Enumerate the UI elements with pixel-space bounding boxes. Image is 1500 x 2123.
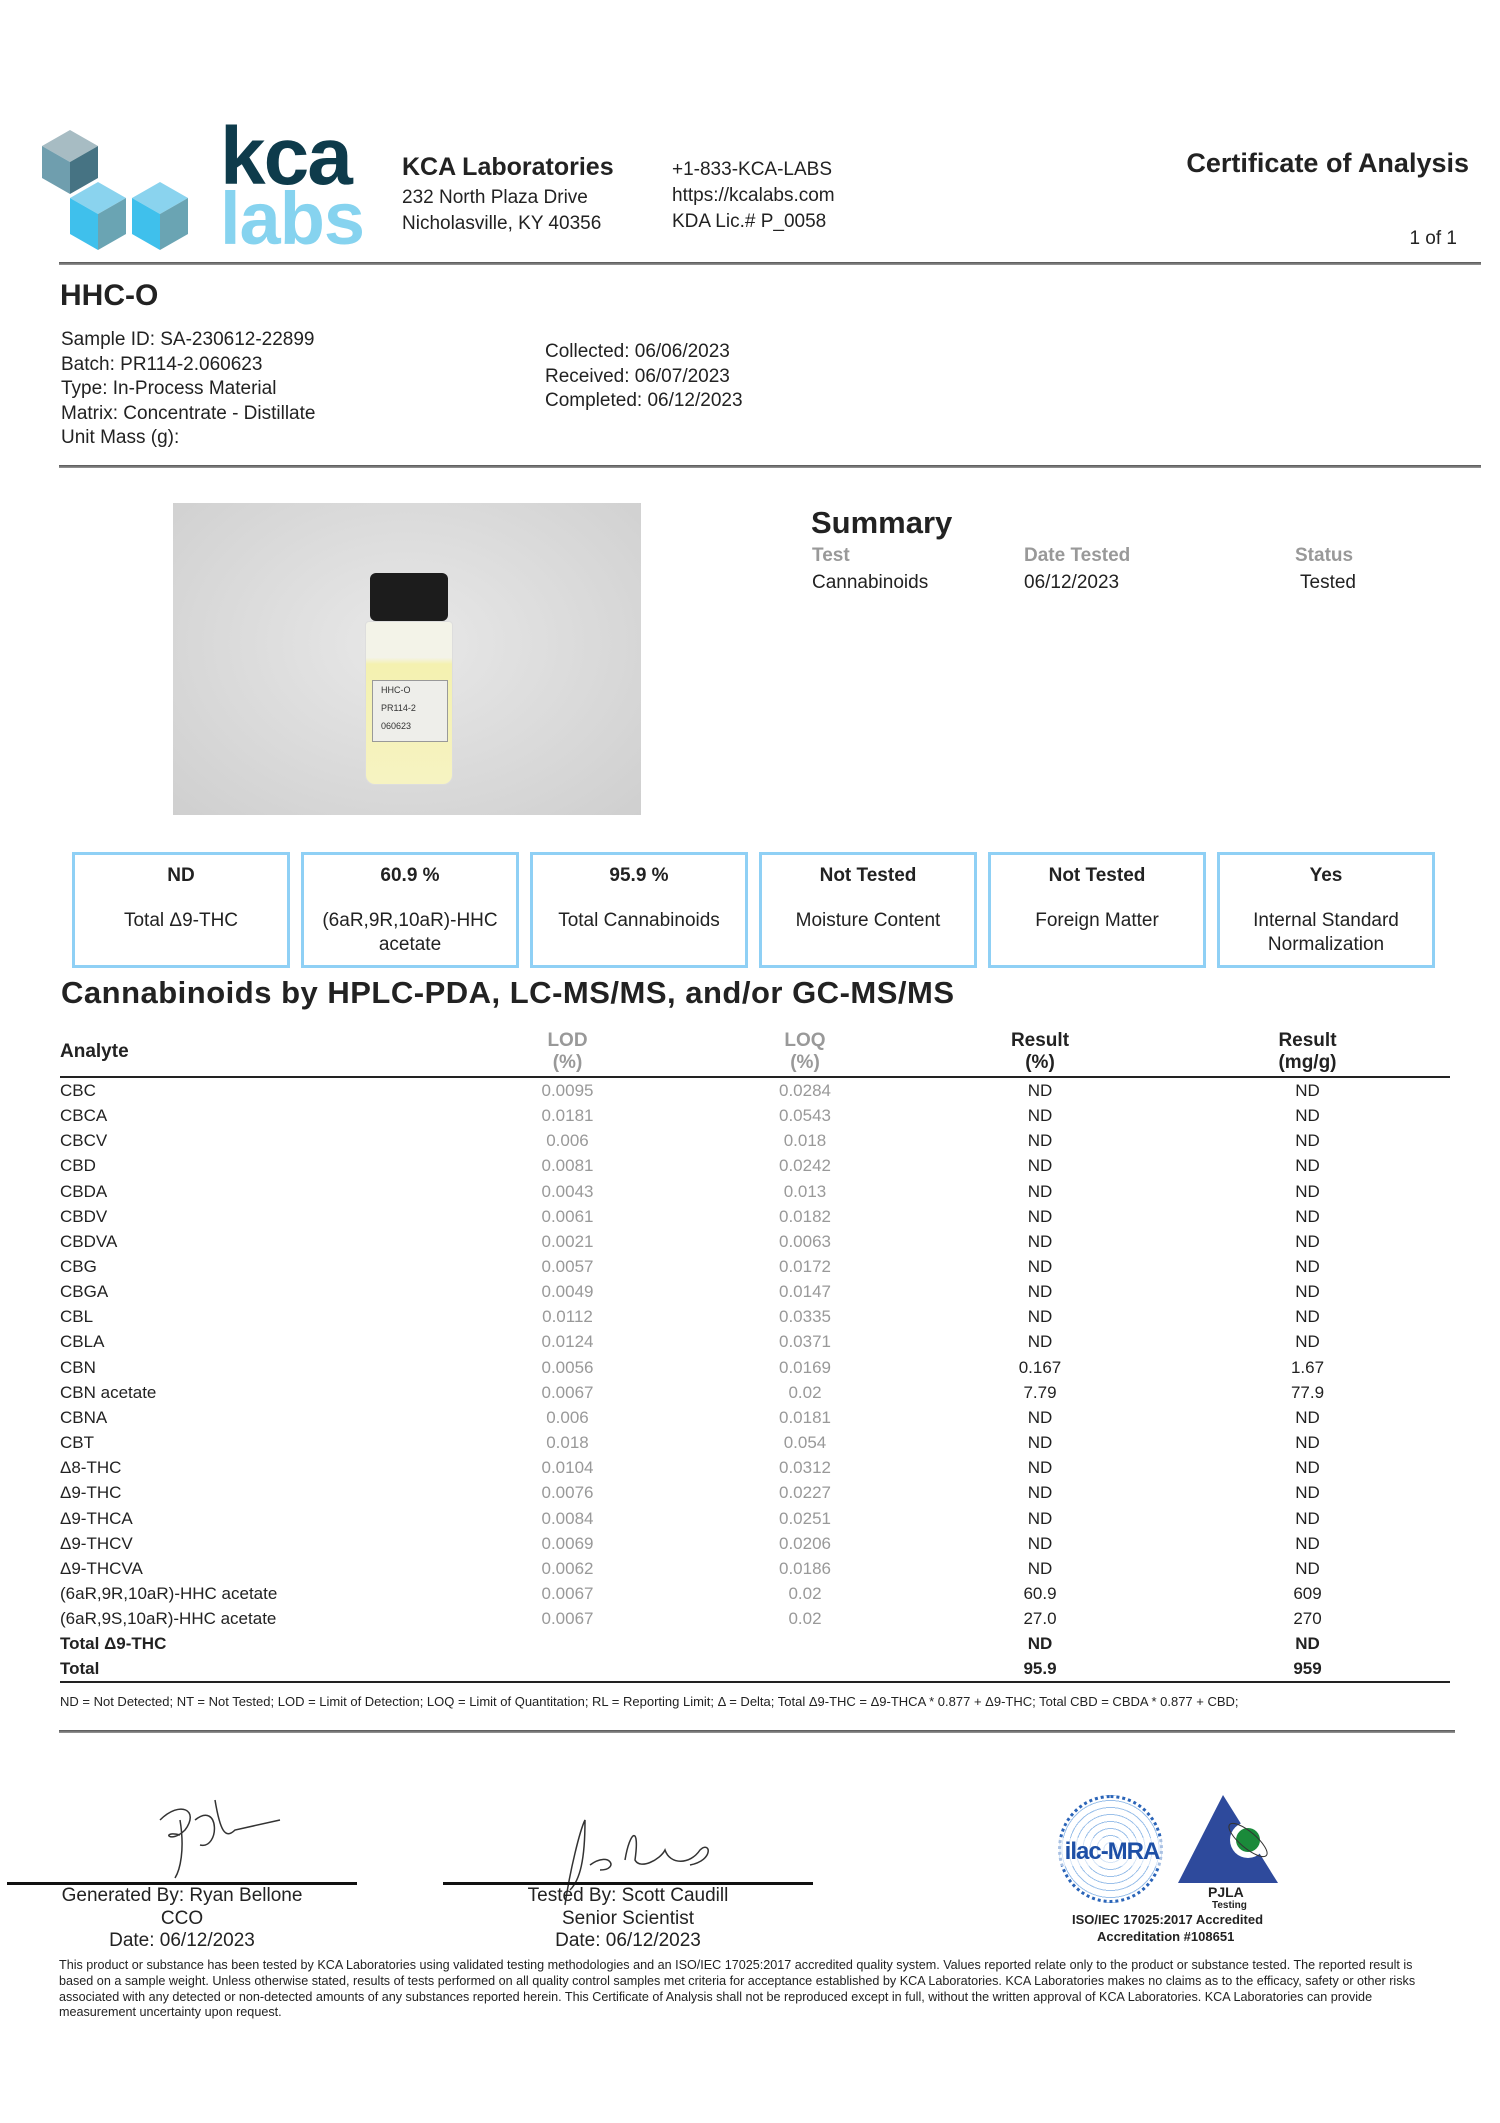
loq-cell: 0.0182 [779,1206,831,1226]
lod-cell: 0.0056 [541,1357,594,1377]
table-row [60,1531,1450,1556]
result-percent-cell: ND [1027,1131,1053,1151]
lod-cell: 0.0067 [541,1609,594,1629]
analyte-cell: CBG [60,1257,97,1277]
sample-dates [545,340,743,414]
loq-cell: 0.0371 [779,1332,831,1352]
result-percent-cell: ND [1027,1433,1053,1453]
analyte-cell: CBNA [60,1407,108,1427]
table-row [60,1455,1450,1480]
result-percent-cell: ND [1027,1508,1053,1528]
signer-date: Date: 06/12/2023 [109,1930,255,1951]
completed-date: Completed: 06/12/2023 [545,390,743,411]
loq-cell: 0.0206 [779,1533,831,1553]
sample-name: HHC-O [60,279,159,312]
result-percent-cell: ND [1027,1282,1053,1302]
lod-cell [440,1631,695,1656]
result-percent-cell: ND [1027,1106,1053,1126]
summary-title: Summary [811,505,953,540]
column-header [440,1030,695,1077]
summary-header-test: Test [812,545,850,566]
box-label: Moisture Content [795,910,941,931]
result-percent-cell: ND [1027,1081,1053,1100]
lab-address-2: Nicholasville, KY 40356 [402,213,602,234]
lod-cell: 0.006 [546,1407,589,1427]
table-row [60,1656,1450,1682]
lod-cell: 0.0057 [541,1257,594,1277]
result-mgg-cell: ND [1295,1257,1320,1277]
loq-cell: 0.0186 [779,1558,831,1578]
column-header [60,1030,440,1077]
table-row [60,1279,1450,1304]
box-label: Foreign Matter [1035,910,1159,931]
loq-cell [695,1631,915,1656]
lod-cell: 0.0061 [541,1206,594,1226]
signer-name: Generated By: Ryan Bellone [61,1885,303,1906]
box-value: Not Tested [1048,865,1146,886]
summary-header-status: Status [1295,545,1354,566]
column-header [695,1030,915,1077]
loq-cell: 0.018 [783,1131,827,1151]
summary-header-date: Date Tested [1024,545,1131,566]
result-percent-cell: ND [1027,1458,1053,1478]
divider [59,262,1481,265]
lod-cell: 0.0069 [541,1533,594,1553]
analyte-cell: CBL [60,1307,94,1327]
result-mgg-cell: ND [1295,1533,1320,1553]
result-box-internal-standard [1217,852,1435,968]
kca-logo [40,111,365,260]
analyte-cell: (6aR,9R,10aR)-HHC acetate [60,1584,278,1604]
column-header-unit: (%) [1025,1052,1055,1073]
box-label: (6aR,9R,10aR)-HHC acetate [322,910,498,955]
loq-cell: 0.0169 [779,1357,831,1377]
table-row [60,1506,1450,1531]
summary-status: Tested [1300,572,1356,593]
analyte-cell: Δ8-THC [60,1458,122,1478]
table-row [60,1380,1450,1405]
result-percent-cell: ND [1027,1307,1053,1327]
loq-cell: 0.0172 [779,1257,831,1277]
result-percent-cell: ND [1027,1634,1053,1654]
column-header-label: Result [1278,1030,1337,1051]
loq-cell: 0.02 [788,1609,822,1629]
lab-website[interactable]: https://kcalabs.com [672,185,835,206]
lod-cell: 0.0084 [541,1508,594,1528]
result-percent-cell: ND [1027,1257,1053,1277]
sample-details [61,328,315,451]
lab-name: KCA Laboratories [402,153,614,181]
result-percent-cell: 95.9 [915,1656,1165,1682]
result-percent-cell: ND [1027,1533,1053,1553]
logo-labs-text: labs [220,177,365,260]
lod-cell: 0.0021 [541,1231,594,1251]
result-percent-cell: ND [1027,1483,1053,1503]
result-mgg-cell: ND [1295,1106,1320,1126]
disclaimer: This product or substance has been tested by KCA Laboratories using validated testing methodologies and an ISO/IEC 17025:2017 accredited quality system. Values reported relate only to the product or substance tested. The reported result is based on a sample weight. Unless otherwise stated, results of tests performed on all quality control samples met criteria for acceptance established by KCA Laboratories. KCA Laboratories makes no claims as to the efficacy, safety or other risks associated with any detected or non-detected amounts of any substances reported herein. This Certificate of Analysis shall not be reproduced except in full, without the written approval of KCA Laboratories. KCA Laboratories can provide measurement uncertainty upon request. [59,1958,1416,2020]
loq-cell: 0.054 [783,1433,827,1453]
column-header-unit: (%) [790,1052,820,1073]
analyte-cell: CBD [60,1156,96,1176]
table-row [60,1581,1450,1606]
signature-ryan-bellone [140,1790,320,1880]
received-date: Received: 06/07/2023 [545,365,730,387]
accreditation-number: Accreditation #108651 [1097,1929,1235,1944]
lod-cell: 0.0095 [541,1081,594,1100]
result-box-total-thc [72,852,290,968]
result-mgg-cell: 270 [1293,1609,1322,1629]
column-header-unit: (%) [552,1052,583,1073]
analyte-cell: CBGA [60,1282,109,1302]
sample-id: Sample ID: SA-230612-22899 [61,329,315,350]
table-row [60,1430,1450,1455]
cannabinoids-table [60,1030,1450,1683]
result-box-total-cannabinoids [530,852,748,968]
lod-cell: 0.0124 [541,1332,594,1352]
analyte-cell: CBDA [60,1181,108,1201]
lod-cell: 0.0076 [541,1483,594,1503]
loq-cell: 0.0227 [779,1483,831,1503]
lod-cell: 0.0062 [541,1558,594,1578]
summary-test: Cannabinoids [812,572,929,593]
table-title: Cannabinoids by HPLC-PDA, LC-MS/MS, and/or GC-MS/MS [61,975,955,1010]
logo-kca-text: kca [220,111,351,202]
signer-generated [7,1885,357,1953]
lab-phone: +1-833-KCA-LABS [672,159,832,180]
result-mgg-cell: ND [1295,1231,1320,1251]
table-row [60,1304,1450,1329]
column-header-label: LOD [547,1030,588,1051]
divider [59,465,1481,468]
result-mgg-cell: ND [1295,1458,1320,1478]
analyte-cell: Δ9-THCVA [60,1558,143,1578]
loq-cell: 0.0284 [779,1081,831,1100]
column-header-label: Result [1010,1030,1070,1051]
signer-title: Senior Scientist [561,1907,694,1929]
result-percent-cell: ND [1027,1206,1053,1226]
box-label: Total Cannabinoids [558,910,720,931]
table-row [60,1480,1450,1505]
vial-cap [370,573,448,621]
analyte-cell: CBC [60,1081,96,1100]
divider [59,1730,1455,1733]
analyte-cell: CBLA [60,1332,105,1352]
ilac-mra-logo [1058,1795,1163,1903]
result-percent-cell: 27.0 [1023,1609,1057,1629]
column-header-label: Analyte [60,1041,129,1062]
result-mgg-cell: ND [1295,1206,1320,1226]
loq-cell: 0.02 [788,1584,822,1604]
pjla-text: PJLA [1208,1884,1244,1900]
table-row [60,1254,1450,1279]
loq-cell: 0.013 [783,1181,827,1201]
box-value: ND [167,865,195,886]
table-row [60,1355,1450,1380]
result-mgg-cell: ND [1295,1156,1320,1176]
result-mgg-cell: ND [1295,1508,1320,1528]
lab-address-1: 232 North Plaza Drive [402,187,588,208]
result-mgg-cell: ND [1295,1081,1320,1100]
analyte-cell: Total Δ9-THC [60,1634,167,1654]
box-label: Total Δ9-THC [123,910,239,931]
lod-cell: 0.0081 [541,1156,594,1176]
column-header [915,1030,1165,1077]
analyte-cell: Δ9-THC [60,1483,122,1503]
result-percent-cell: ND [1027,1332,1053,1352]
column-header [1165,1030,1450,1077]
result-mgg-cell: ND [1295,1634,1320,1654]
iso-accreditation: ISO/IEC 17025:2017 Accredited [1072,1912,1264,1927]
loq-cell: 0.0242 [779,1156,831,1176]
result-mgg-cell: ND [1295,1282,1320,1302]
cubes-icon [40,128,200,254]
table-row [60,1556,1450,1581]
result-mgg-cell: ND [1295,1131,1320,1151]
footnote: ND = Not Detected; NT = Not Tested; LOD = Limit of Detection; LOQ = Limit of Quantitation; RL = Reporting Limit; Δ = Delta; Total Δ9-THC = Δ9-THCA * 0.877 + Δ9-THC; Total CBD = CBDA * 0.877 + CBD; [60,1694,1239,1709]
analyte-cell: CBDVA [60,1231,118,1251]
result-percent-cell: 0.167 [1018,1357,1062,1377]
analyte-cell: CBCA [60,1106,108,1126]
lod-cell: 0.018 [546,1433,589,1453]
result-mgg-cell: ND [1295,1558,1320,1578]
result-mgg-cell: 609 [1293,1584,1322,1604]
loq-cell: 0.02 [788,1382,822,1402]
vial-label-line: HHC-O [381,685,411,695]
result-mgg-cell: 959 [1165,1656,1450,1682]
analyte-cell: CBT [60,1433,94,1453]
box-value: Not Tested [819,865,917,886]
lod-cell: 0.0067 [541,1584,594,1604]
table-row [60,1178,1450,1203]
analyte-cell: Total [60,1656,440,1682]
table-row [60,1405,1450,1430]
loq-cell: 0.0335 [779,1307,831,1327]
result-percent-cell: ND [1027,1558,1053,1578]
result-mgg-cell: ND [1295,1181,1320,1201]
vial-body [365,621,453,785]
result-mgg-cell: 1.67 [1290,1357,1325,1377]
analyte-cell: CBCV [60,1131,108,1151]
box-value: Yes [1309,865,1343,886]
box-value: 95.9 % [609,865,669,886]
result-box-moisture [759,852,977,968]
lod-cell: 0.0067 [541,1382,594,1402]
lod-cell: 0.0104 [541,1458,594,1478]
ilac-text: ilac-MRA [1057,1838,1167,1866]
loq-cell: 0.0063 [779,1231,831,1251]
table-row [60,1631,1450,1656]
column-header-label: LOQ [784,1030,826,1051]
signer-title: CCO [160,1907,204,1929]
signer-tested [443,1885,813,1953]
signer-date: Date: 06/12/2023 [555,1930,701,1951]
vial-label-line: 060623 [381,721,412,731]
table-row [60,1153,1450,1178]
collected-date: Collected: 06/06/2023 [545,341,730,362]
analyte-cell: CBN acetate [60,1382,157,1402]
table-row [60,1606,1450,1631]
result-percent-cell: ND [1027,1407,1053,1427]
document-title: Certificate of Analysis [1186,148,1469,178]
result-mgg-cell: ND [1295,1433,1320,1453]
lod-cell: 0.0049 [541,1282,594,1302]
pjla-logo [1178,1795,1283,1885]
result-mgg-cell: 77.9 [1290,1382,1325,1402]
result-mgg-cell: ND [1295,1407,1320,1427]
lod-cell: 0.0181 [541,1106,594,1126]
lod-cell: 0.0112 [542,1307,593,1327]
lod-cell: 0.006 [546,1131,589,1151]
loq-cell: 0.0543 [779,1106,831,1126]
result-box-hhc-acetate [301,852,519,968]
sample-photo [173,503,641,815]
table-header-row [60,1030,1450,1077]
table-row [60,1128,1450,1153]
result-mgg-cell: ND [1295,1483,1320,1503]
signer-name: Tested By: Scott Caudill [527,1885,729,1906]
lab-license: KDA Lic.# P_0058 [672,211,827,232]
loq-cell: 0.0147 [779,1282,831,1302]
pjla-testing: Testing [1212,1900,1247,1911]
result-percent-cell: ND [1027,1181,1053,1201]
analyte-cell: Δ9-THCA [60,1508,133,1528]
result-percent-cell: 7.79 [1023,1382,1057,1402]
box-value: 60.9 % [380,865,440,886]
analyte-cell: Δ9-THCV [60,1533,133,1553]
table-row [60,1103,1450,1128]
result-percent-cell: ND [1027,1231,1053,1251]
loq-cell: 0.0312 [779,1458,831,1478]
analyte-cell: CBN [60,1357,96,1377]
vial-label [372,680,448,742]
sample-batch: Batch: PR114-2.060623 [61,353,263,375]
sample-matrix: Matrix: Concentrate - Distillate [61,402,316,424]
analyte-cell: (6aR,9S,10aR)-HHC acetate [60,1609,277,1629]
loq-cell [695,1656,915,1682]
table-row [60,1077,1450,1103]
column-header-unit: (mg/g) [1278,1052,1337,1073]
table-row [60,1329,1450,1354]
lod-cell [440,1656,695,1682]
result-box-foreign-matter [988,852,1206,968]
loq-cell: 0.0251 [779,1508,831,1528]
result-mgg-cell: ND [1295,1307,1320,1327]
page-number: 1 of 1 [1409,228,1457,249]
result-percent-cell: 60.9 [1023,1584,1057,1604]
vial-label-line: PR114-2 [381,703,416,713]
box-label: Internal Standard Normalization [1253,910,1399,955]
analyte-cell: CBDV [60,1206,108,1226]
table-row [60,1204,1450,1229]
loq-cell: 0.0181 [779,1407,831,1427]
sample-type: Type: In-Process Material [61,378,277,399]
table-row [60,1229,1450,1254]
summary-date: 06/12/2023 [1024,572,1120,593]
sample-unit-mass: Unit Mass (g): [61,427,180,448]
lod-cell: 0.0043 [541,1181,594,1201]
result-mgg-cell: ND [1295,1332,1320,1352]
result-percent-cell: ND [1027,1156,1053,1176]
